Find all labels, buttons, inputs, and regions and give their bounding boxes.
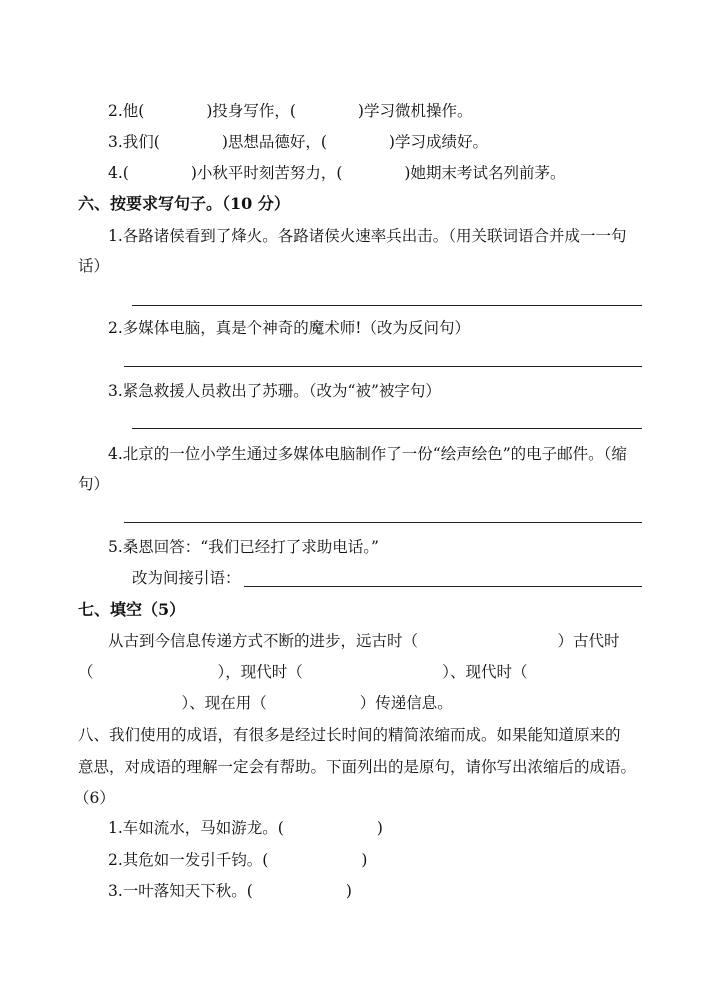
- s6-q1-line2: 话）: [78, 257, 110, 275]
- section-8-heading-line2: 意思，对成语的理解一定会有帮助。下面列出的是原句，请你写出浓缩后的成语。: [78, 758, 637, 776]
- s7-line1: 从古到今信息传递方式不断的进步，远古时（ ）古代时: [108, 632, 620, 650]
- s6-q2-answer-line[interactable]: [124, 366, 642, 367]
- section-8-score: （6）: [74, 789, 115, 807]
- section-8-heading-line1: 八、我们使用的成语，有很多是经过长时间的精简浓缩而成。如果能知道原来的: [78, 726, 621, 744]
- s8-q1-text: 1.车如流水，马如游龙。( ): [108, 819, 383, 837]
- s6-q5-text: 5.桑恩回答：“我们已经打了求助电话。”: [108, 538, 379, 556]
- q5-2-text: 2.他( )投身写作，( )学习微机操作。: [108, 102, 473, 120]
- s7-line3: ）、现在用（ ）传递信息。: [104, 694, 453, 712]
- s6-q3-text: 3.紧急救援人员救出了苏珊。（改为“被”被字句）: [108, 382, 441, 400]
- s6-q5-answer-line[interactable]: [244, 586, 642, 587]
- section-6-heading: 六、按要求写句子。（10 分）: [78, 194, 290, 213]
- s6-q1-answer-line[interactable]: [132, 305, 642, 306]
- s6-q3-answer-line[interactable]: [132, 428, 642, 429]
- q5-4-text: 4.( )小秋平时刻苦努力，( )她期末考试名列前茅。: [108, 164, 566, 182]
- section-7-heading: 七、填空（5）: [78, 600, 186, 619]
- s6-q5-prompt: 改为间接引语：: [132, 569, 241, 587]
- q5-3-text: 3.我们( )思想品德好，( )学习成绩好。: [108, 133, 488, 151]
- s8-q2-text: 2.其危如一发引千钧。( ): [108, 851, 368, 869]
- s8-q3-text: 3.一叶落知天下秋。( ): [108, 882, 352, 900]
- s6-q1-line1: 1.各路诸侯看到了烽火。各路诸侯火速率兵出击。（用关联词语合并成一一句: [108, 227, 627, 245]
- s7-line2: （ ），现代时（ ）、现代时（: [78, 663, 528, 681]
- s6-q2-text: 2.多媒体电脑，真是个神奇的魔术师!（改为反问句）: [108, 319, 471, 337]
- s6-q4-line2: 句）: [78, 475, 110, 493]
- s6-q4-answer-line[interactable]: [124, 522, 642, 523]
- s6-q4-line1: 4.北京的一位小学生通过多媒体电脑制作了一份“绘声绘色”的电子邮件。（缩: [108, 445, 627, 463]
